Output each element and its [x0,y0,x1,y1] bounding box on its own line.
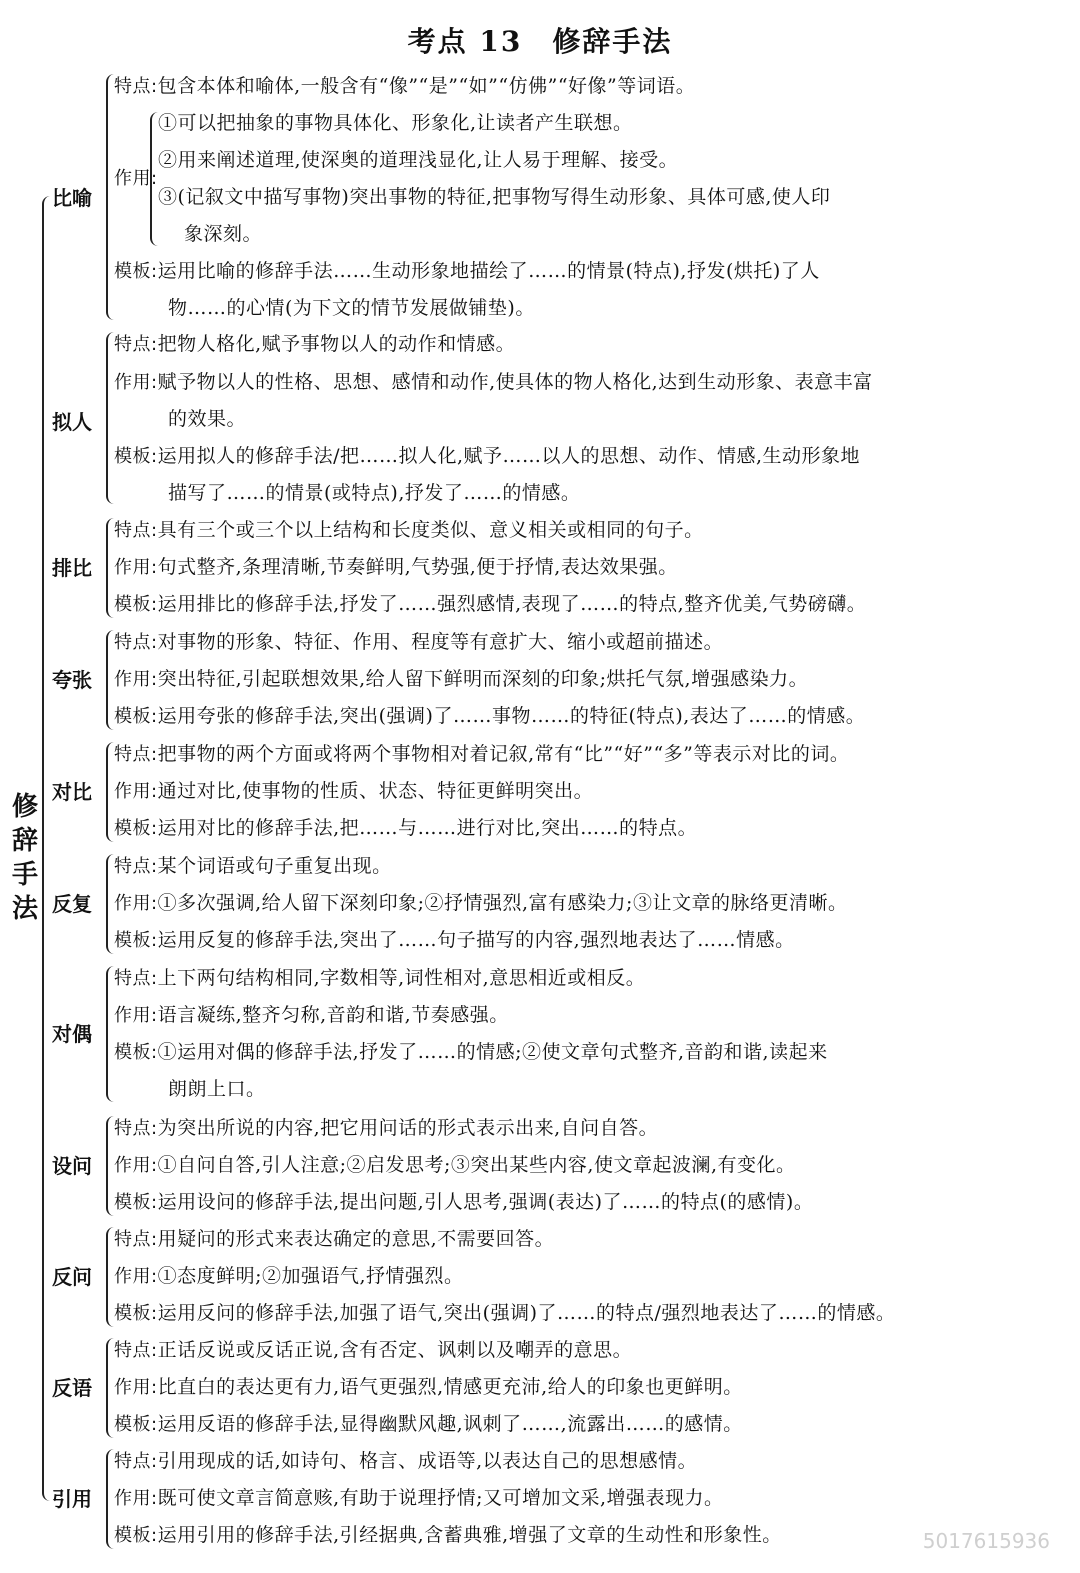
effect-row-cont: 的效果。 [168,408,247,430]
template-row [114,1184,1004,1221]
effect-text: 比直白的表达更有力,语气更强烈,情感更充沛,给人的印象也更鲜明。 [157,1376,743,1398]
template-row [114,586,1004,623]
effect-text: 赋予物以人的性格、思想、感情和动作,使具体的物人格化,达到生动形象、表意丰富 [157,371,873,393]
section-label: 反问 [52,1265,92,1289]
feature-tag: 特点: [114,632,158,653]
root-label: 修辞手法 [11,792,38,924]
effect-row [114,1480,1004,1517]
template-row [114,922,1004,959]
template-row [114,1517,1004,1554]
effect-tag: 作用: [114,557,158,578]
template-text: 运用反问的修辞手法,加强了语气,突出(强调)了……的特点/强烈地表达了……的情感。 [157,1302,896,1324]
effect-text: 句式整齐,条理清晰,节奏鲜明,气势强,便于抒情,表达效果强。 [157,556,678,578]
template-text: 运用夸张的修辞手法,突出(强调)了……事物……的特征(特点),表达了……的情感。 [157,705,866,727]
feature-row [114,1110,1004,1147]
template-row [114,698,1004,735]
template-text: 运用排比的修辞手法,抒发了……强烈感情,表现了……的特点,整齐优美,气势磅礴。 [157,593,867,615]
feature-row [114,68,1004,105]
effect-item: ①可以把抽象的事物具体化、形象化,让读者产生联想。 [158,112,633,134]
feature-row [114,1332,1004,1369]
effect-tag: 作用: [114,1266,158,1287]
feature-row [114,1443,1004,1480]
feature-row [114,736,1004,773]
effect-tag: 作用: [114,1377,158,1398]
feature-tag: 特点: [114,1451,158,1472]
effect-text: 既可使文章言简意赅,有助于说理抒情;又可增加文采,增强表现力。 [157,1487,724,1509]
page-title: 考点 13 修辞手法 [407,25,673,58]
feature-tag: 特点: [114,1229,158,1250]
effect-row [114,1258,1004,1295]
template-row [114,810,1004,847]
section-label: 反语 [52,1376,92,1400]
feature-text: 对事物的形象、特征、作用、程度等有意扩大、缩小或超前描述。 [157,631,724,653]
section-label: 比喻 [52,186,92,210]
feature-tag: 特点: [114,968,158,989]
feature-row [114,848,1004,885]
feature-text: 用疑问的形式来表达确定的意思,不需要回答。 [157,1228,555,1250]
feature-tag: 特点: [114,334,158,355]
feature-text: 把物人格化,赋予事物以人的动作和情感。 [157,333,516,355]
feature-text: 正话反说或反话正说,含有否定、讽刺以及嘲弄的意思。 [157,1339,633,1361]
section-label: 对比 [52,780,92,804]
effect-row [114,997,1004,1034]
effect-text: 突出特征,引起联想效果,给人留下鲜明而深刻的印象;烘托气氛,增强感染力。 [157,668,809,690]
section-label: 反复 [52,892,92,916]
effect-text: 通过对比,使事物的性质、状态、特征更鲜明突出。 [157,780,594,802]
effect-item: ②用来阐述道理,使深奥的道理浅显化,让人易于理解、接受。 [158,149,679,171]
section-label: 排比 [52,556,92,580]
template-tag: 模板: [114,1303,158,1324]
effect-tag: 作用: [114,1155,158,1176]
section-label: 设问 [52,1154,92,1178]
effect-text: 语言凝练,整齐匀称,音韵和谐,节奏感强。 [157,1004,509,1026]
effect-item: 象深刻。 [184,223,263,245]
section-label: 对偶 [52,1022,92,1046]
template-row [114,1034,1004,1071]
template-text: ①运用对偶的修辞手法,抒发了……的情感;②使文章句式整齐,音韵和谐,读起来 [157,1041,828,1063]
effect-row [114,661,1004,698]
feature-text: 具有三个或三个以上结构和长度类似、意义相关或相同的句子。 [157,519,704,541]
feature-text: 某个词语或句子重复出现。 [157,855,392,877]
feature-text: 上下两句结构相同,字数相等,词性相对,意思相近或相反。 [157,967,646,989]
feature-text: 包含本体和喻体,一般含有“像”“是”“如”“仿佛”“好像”等词语。 [157,75,696,97]
template-tag: 模板: [114,261,158,282]
template-tag: 模板: [114,446,158,467]
template-text: 运用反语的修辞手法,显得幽默风趣,讽刺了……,流露出……的感情。 [157,1413,743,1435]
template-text: 运用对比的修辞手法,把……与……进行对比,突出……的特点。 [157,817,698,839]
effect-item: ③(记叙文中描写事物)突出事物的特征,把事物写得生动形象、具体可感,使人印 [158,186,831,208]
feature-text: 引用现成的话,如诗句、格言、成语等,以表达自己的思想感情。 [157,1450,698,1472]
effect-row [114,773,1004,810]
template-tag: 模板: [114,1042,158,1063]
template-tag: 模板: [114,706,158,727]
effect-tag: 作用: [114,168,158,189]
template-row-cont: 描写了……的情景(或特点),抒发了……的情感。 [168,482,581,504]
feature-tag: 特点: [114,1118,158,1139]
effect-tag: 作用: [114,372,158,393]
feature-tag: 特点: [114,856,158,877]
feature-row [114,326,1004,363]
feature-row [114,624,1004,661]
template-text: 运用比喻的修辞手法……生动形象地描绘了……的情景(特点),抒发(烘托)了人 [157,260,820,282]
watermark: 5017615936 [922,1529,1050,1553]
template-text: 运用反复的修辞手法,突出了……句子描写的内容,强烈地表达了……情感。 [157,929,795,951]
effect-row [114,364,1004,401]
effect-tag: 作用: [114,893,158,914]
feature-tag: 特点: [114,520,158,541]
effect-row [114,885,1004,922]
effect-text: ①态度鲜明;②加强语气,抒情强烈。 [157,1265,464,1287]
feature-text: 把事物的两个方面或将两个事物相对着记叙,常有“比”“好”“多”等表示对比的词。 [157,743,850,765]
template-tag: 模板: [114,1414,158,1435]
feature-row [114,1221,1004,1258]
feature-text: 为突出所说的内容,把它用问话的形式表示出来,自问自答。 [157,1117,659,1139]
template-tag: 模板: [114,1192,158,1213]
effect-text: ①自问自答,引人注意;②启发思考;③突出某些内容,使文章起波澜,有变化。 [157,1154,796,1176]
effect-text: ①多次强调,给人留下深刻印象;②抒情强烈,富有感染力;③让文章的脉络更清晰。 [157,892,848,914]
section-label: 引用 [52,1487,92,1511]
effect-tag: 作用: [114,1488,158,1509]
effect-row [114,1147,1004,1184]
effect-tag: 作用: [114,669,158,690]
template-tag: 模板: [114,818,158,839]
effect-tag: 作用: [114,1005,158,1026]
template-tag: 模板: [114,930,158,951]
template-row [114,438,1004,475]
effect-row [114,549,1004,586]
root-brace [42,196,54,1501]
feature-row [114,960,1004,997]
template-text: 运用设问的修辞手法,提出问题,引人思考,强调(表达)了……的特点(的感情)。 [157,1191,814,1213]
feature-row [114,512,1004,549]
feature-tag: 特点: [114,744,158,765]
template-text: 运用引用的修辞手法,引经据典,含蓄典雅,增强了文章的生动性和形象性。 [157,1524,782,1546]
template-tag: 模板: [114,594,158,615]
template-text: 运用拟人的修辞手法/把……拟人化,赋予……以人的思想、动作、情感,生动形象地 [157,445,861,467]
feature-tag: 特点: [114,1340,158,1361]
effect-tag: 作用: [114,781,158,802]
template-row [114,253,1004,290]
template-row-cont: 物……的心情(为下文的情节发展做铺垫)。 [168,297,535,319]
effect-row [114,1369,1004,1406]
section-label: 夸张 [52,668,92,692]
template-row [114,1295,1004,1332]
template-tag: 模板: [114,1525,158,1546]
feature-tag: 特点: [114,76,158,97]
section-label: 拟人 [52,410,92,434]
template-row-cont: 朗朗上口。 [168,1078,266,1100]
template-row [114,1406,1004,1443]
